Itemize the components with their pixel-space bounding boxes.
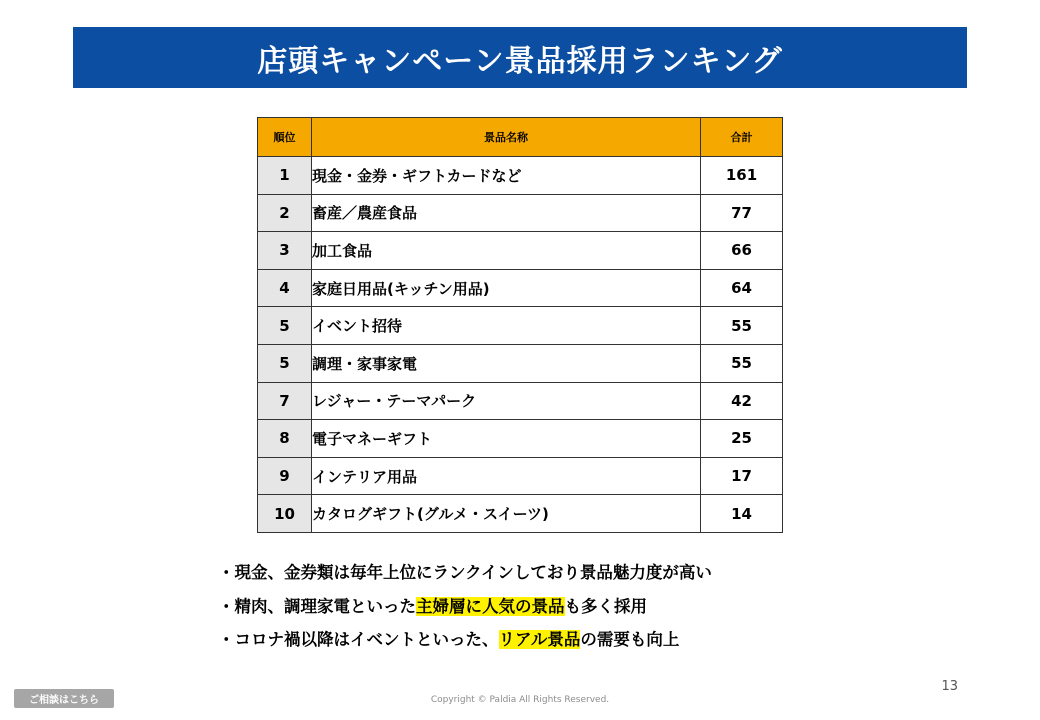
prize-name-cell: 電子マネーギフト xyxy=(312,420,701,458)
total-cell: 161 xyxy=(701,157,783,195)
summary-notes xyxy=(218,556,712,657)
table-row xyxy=(258,194,783,232)
note-text: ・コロナ禍以降はイベントといった、 xyxy=(218,630,499,649)
total-cell: 17 xyxy=(701,457,783,495)
total-cell: 64 xyxy=(701,269,783,307)
rank-cell: 5 xyxy=(258,344,312,382)
prize-name-cell: 現金・金券・ギフトカードなど xyxy=(312,157,701,195)
total-cell: 55 xyxy=(701,344,783,382)
rank-cell: 10 xyxy=(258,495,312,533)
rank-cell: 9 xyxy=(258,457,312,495)
rank-cell: 4 xyxy=(258,269,312,307)
prize-name-cell: 加工食品 xyxy=(312,232,701,270)
table-row xyxy=(258,495,783,533)
note-line xyxy=(218,556,712,590)
header-rank: 順位 xyxy=(258,118,312,157)
rank-cell: 3 xyxy=(258,232,312,270)
rank-cell: 1 xyxy=(258,157,312,195)
table-row xyxy=(258,232,783,270)
contact-button[interactable]: ご相談はこちら xyxy=(14,689,114,708)
header-total: 合計 xyxy=(701,118,783,157)
rank-cell: 5 xyxy=(258,307,312,345)
table-row xyxy=(258,269,783,307)
prize-name-cell: 畜産／農産食品 xyxy=(312,194,701,232)
ranking-table xyxy=(257,117,783,533)
note-text: も多く採用 xyxy=(564,596,647,616)
note-text: ・現金、金券類は毎年上位にランクインしており景品魅力度が高い xyxy=(218,563,712,582)
note-highlight: 主婦層に人気の景品 xyxy=(416,596,565,616)
table-row xyxy=(258,344,783,382)
table-row xyxy=(258,420,783,458)
copyright-text: Copyright © Paldia All Rights Reserved. xyxy=(430,695,610,705)
note-line xyxy=(218,590,712,624)
prize-name-cell: 調理・家事家電 xyxy=(312,344,701,382)
prize-name-cell: レジャー・テーマパーク xyxy=(312,382,701,420)
page-number: 13 xyxy=(941,679,958,694)
table-row xyxy=(258,307,783,345)
page-title: 店頭キャンペーン景品採用ランキング xyxy=(73,27,967,88)
table-row xyxy=(258,157,783,195)
note-text: ・精肉、調理家電といった xyxy=(218,596,416,616)
total-cell: 55 xyxy=(701,307,783,345)
note-text: の需要も向上 xyxy=(580,630,680,649)
rank-cell: 7 xyxy=(258,382,312,420)
prize-name-cell: インテリア用品 xyxy=(312,457,701,495)
rank-cell: 8 xyxy=(258,420,312,458)
total-cell: 77 xyxy=(701,194,783,232)
prize-name-cell: カタログギフト(グルメ・スイーツ) xyxy=(312,495,701,533)
prize-name-cell: イベント招待 xyxy=(312,307,701,345)
header-name: 景品名称 xyxy=(312,118,701,157)
note-highlight: リアル景品 xyxy=(498,630,581,649)
note-line xyxy=(218,623,712,657)
total-cell: 25 xyxy=(701,420,783,458)
total-cell: 42 xyxy=(701,382,783,420)
table-header-row xyxy=(258,118,783,157)
total-cell: 14 xyxy=(701,495,783,533)
rank-cell: 2 xyxy=(258,194,312,232)
prize-name-cell: 家庭日用品(キッチン用品) xyxy=(312,269,701,307)
total-cell: 66 xyxy=(701,232,783,270)
table-row xyxy=(258,382,783,420)
table-row xyxy=(258,457,783,495)
